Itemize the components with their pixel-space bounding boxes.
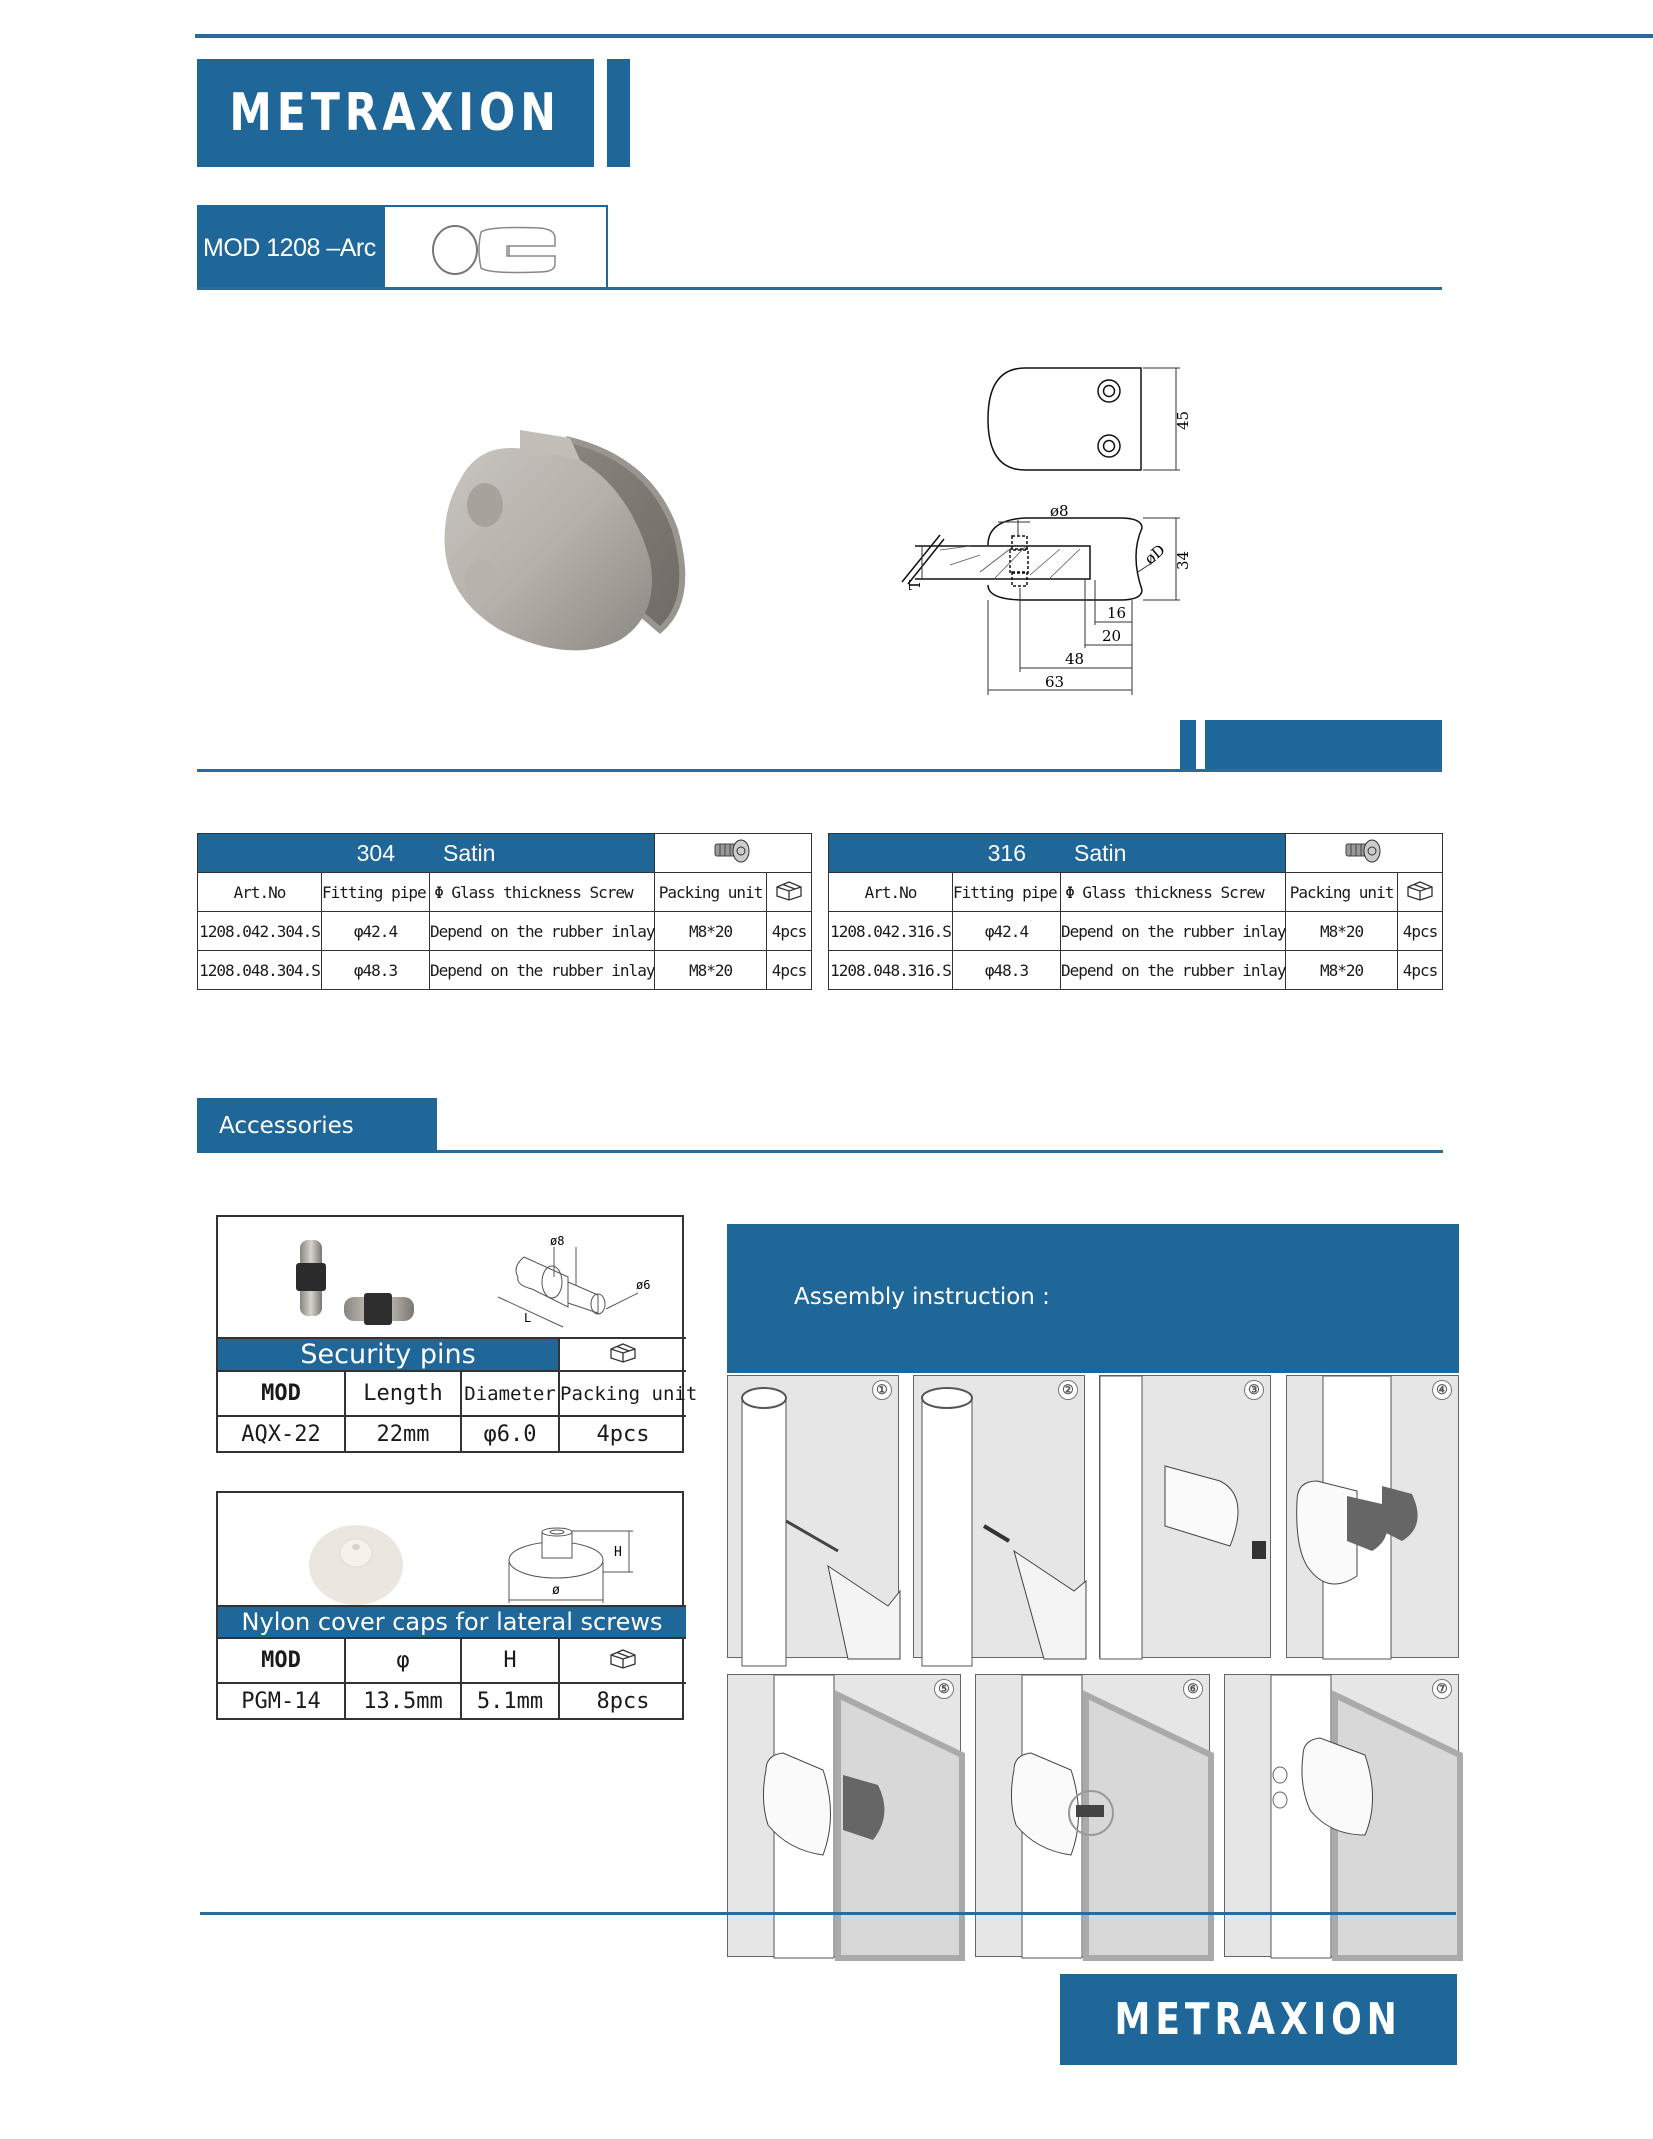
brand-name: METRAXION bbox=[229, 83, 562, 143]
fitting-pipe: φ48.3 bbox=[322, 951, 430, 990]
assembly-step-1 bbox=[727, 1375, 899, 1658]
material-grade: 304 bbox=[356, 839, 395, 866]
dim-glass: T bbox=[906, 579, 924, 590]
col-fitting-pipe: Fitting pipe Φ bbox=[322, 873, 430, 912]
box-icon bbox=[608, 1646, 638, 1670]
col-mod: MOD bbox=[218, 1371, 345, 1416]
spec-table-304 bbox=[197, 833, 812, 990]
table-row bbox=[829, 912, 1443, 951]
table-row bbox=[218, 1416, 686, 1451]
col-art-no: Art.No bbox=[198, 873, 322, 912]
nylon-caps-table bbox=[218, 1605, 686, 1718]
accessories-title: Accessories bbox=[219, 1112, 354, 1139]
table-row bbox=[218, 1683, 686, 1718]
diameter-value: 13.5mm bbox=[345, 1683, 461, 1718]
product-photo bbox=[420, 400, 710, 660]
box-icon bbox=[774, 878, 804, 902]
step-number: ① bbox=[872, 1380, 892, 1400]
box-icon bbox=[1405, 878, 1435, 902]
col-length: Length bbox=[345, 1371, 461, 1416]
assembly-step-4 bbox=[1286, 1375, 1459, 1658]
top-rule bbox=[195, 34, 1653, 38]
accessories-rule bbox=[437, 1150, 1443, 1153]
assembly-header bbox=[727, 1224, 1459, 1373]
table-title bbox=[198, 834, 655, 873]
material-grade: 316 bbox=[987, 839, 1026, 866]
screw-icon bbox=[711, 838, 755, 864]
dim-20: 20 bbox=[1102, 627, 1122, 645]
box-icon-cell bbox=[1398, 873, 1443, 912]
col-packing-unit: Packing unit bbox=[559, 1371, 686, 1416]
assembly-title: Assembly instruction : bbox=[794, 1284, 1050, 1310]
packing-unit: 4pcs bbox=[767, 951, 812, 990]
col-packing-unit: Packing unit bbox=[655, 873, 767, 912]
packing-unit: 4pcs bbox=[767, 912, 812, 951]
art-no: 1208.042.316.S bbox=[829, 912, 953, 951]
packing-unit: 4pcs bbox=[1398, 951, 1443, 990]
screw: M8*20 bbox=[655, 912, 767, 951]
step-number: ⑦ bbox=[1432, 1679, 1452, 1699]
step-number: ③ bbox=[1244, 1380, 1264, 1400]
diameter-value: φ6.0 bbox=[461, 1416, 559, 1451]
cap-height-label: H bbox=[614, 1545, 622, 1560]
step-number: ⑤ bbox=[934, 1679, 954, 1699]
art-no: 1208.048.304.S bbox=[198, 951, 322, 990]
packing-unit: 4pcs bbox=[1398, 912, 1443, 951]
dim-16: 16 bbox=[1107, 604, 1127, 622]
pin-d8-label: ø8 bbox=[550, 1234, 565, 1248]
nylon-caps-title: Nylon cover caps for lateral screws bbox=[218, 1606, 686, 1638]
screw: M8*20 bbox=[1286, 912, 1398, 951]
table-title bbox=[829, 834, 1286, 873]
finish: Satin bbox=[1073, 839, 1127, 866]
security-pins-photo bbox=[288, 1235, 428, 1335]
glass-thickness: Depend on the rubber inlay bbox=[430, 951, 655, 990]
glass-thickness: Depend on the rubber inlay bbox=[1061, 912, 1286, 951]
col-packing-unit: Packing unit bbox=[1286, 873, 1398, 912]
step-number: ② bbox=[1058, 1380, 1078, 1400]
header-accent-bar bbox=[607, 59, 630, 167]
col-glass-thickness: Glass thickness Screw bbox=[430, 873, 655, 912]
section-accent-small bbox=[1180, 720, 1196, 772]
technical-drawing bbox=[880, 350, 1200, 700]
dim-pipe: øD bbox=[1141, 540, 1169, 569]
dim-48: 48 bbox=[1065, 650, 1085, 668]
screw-icon-cell bbox=[1286, 834, 1443, 873]
dim-63: 63 bbox=[1045, 673, 1065, 691]
assembly-step-2 bbox=[913, 1375, 1085, 1658]
screw: M8*20 bbox=[655, 951, 767, 990]
col-diameter: Diameter bbox=[461, 1371, 559, 1416]
col-mod: MOD bbox=[218, 1638, 345, 1683]
security-pins-card bbox=[216, 1215, 698, 1453]
box-icon-cell bbox=[559, 1338, 686, 1371]
model-label-box bbox=[197, 205, 608, 289]
art-no: 1208.048.316.S bbox=[829, 951, 953, 990]
brand-name: METRAXION bbox=[1114, 1994, 1403, 2045]
model-label: MOD 1208 –Arc bbox=[199, 207, 385, 289]
packing-value: 4pcs bbox=[559, 1416, 686, 1451]
brand-logo-footer bbox=[1060, 1974, 1457, 2065]
clamp-profile-icon bbox=[429, 222, 569, 278]
col-glass-thickness: Glass thickness Screw bbox=[1061, 873, 1286, 912]
glass-thickness: Depend on the rubber inlay bbox=[430, 912, 655, 951]
table-row bbox=[198, 951, 812, 990]
table-row bbox=[198, 912, 812, 951]
step-number: ⑥ bbox=[1183, 1679, 1203, 1699]
pin-length-label: L bbox=[524, 1311, 532, 1325]
col-fitting-pipe: Fitting pipe Φ bbox=[953, 873, 1061, 912]
dim-hole: ø8 bbox=[1050, 502, 1069, 520]
box-icon bbox=[608, 1340, 638, 1364]
box-icon-cell bbox=[767, 873, 812, 912]
screw-icon bbox=[1342, 838, 1386, 864]
screw-icon-cell bbox=[655, 834, 812, 873]
security-pins-table bbox=[218, 1337, 698, 1451]
col-height: H bbox=[461, 1638, 559, 1683]
security-pins-drawing bbox=[488, 1227, 668, 1337]
section-accent-large bbox=[1205, 720, 1442, 772]
assembly-step-3 bbox=[1099, 1375, 1271, 1658]
fitting-pipe: φ48.3 bbox=[953, 951, 1061, 990]
glass-thickness: Depend on the rubber inlay bbox=[1061, 951, 1286, 990]
table-row bbox=[829, 951, 1443, 990]
art-no: 1208.042.304.S bbox=[198, 912, 322, 951]
dim-height-side: 34 bbox=[1174, 550, 1192, 570]
packing-value: 8pcs bbox=[559, 1683, 686, 1718]
col-diameter: φ bbox=[345, 1638, 461, 1683]
accessories-header bbox=[197, 1098, 437, 1153]
step-number: ④ bbox=[1432, 1380, 1452, 1400]
brand-logo-header bbox=[197, 59, 594, 167]
screw: M8*20 bbox=[1286, 951, 1398, 990]
col-art-no: Art.No bbox=[829, 873, 953, 912]
section-rule bbox=[197, 769, 1442, 772]
pin-d6-label: ø6 bbox=[636, 1278, 651, 1292]
spec-table-316 bbox=[828, 833, 1443, 990]
security-pins-title: Security pins bbox=[218, 1338, 559, 1371]
mod-value: AQX-22 bbox=[218, 1416, 345, 1451]
height-value: 5.1mm bbox=[461, 1683, 559, 1718]
footer-rule bbox=[200, 1912, 1456, 1915]
fitting-pipe: φ42.4 bbox=[322, 912, 430, 951]
cap-diameter-label: ø bbox=[552, 1583, 560, 1598]
box-icon-cell bbox=[559, 1638, 686, 1683]
finish: Satin bbox=[442, 839, 496, 866]
dim-height-top: 45 bbox=[1174, 410, 1192, 430]
nylon-cap-photo bbox=[308, 1523, 418, 1613]
nylon-caps-card bbox=[216, 1491, 684, 1720]
fitting-pipe: φ42.4 bbox=[953, 912, 1061, 951]
model-rule bbox=[197, 287, 1442, 290]
mod-value: PGM-14 bbox=[218, 1683, 345, 1718]
length-value: 22mm bbox=[345, 1416, 461, 1451]
